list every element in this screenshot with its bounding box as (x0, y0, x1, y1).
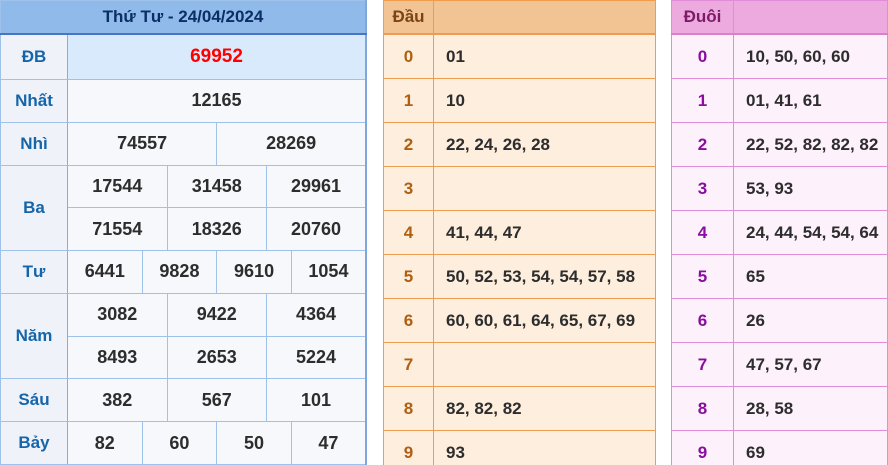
duoi-table (671, 0, 888, 465)
dau-values-2: 22, 24, 26, 28 (434, 123, 656, 167)
duoi-values-2: 22, 52, 82, 82, 82 (734, 123, 888, 167)
prize-label-bay: Bảy (1, 422, 68, 465)
table-row (672, 431, 888, 465)
prize-value-db: 69952 (68, 34, 367, 79)
duoi-values-3: 53, 93 (734, 167, 888, 211)
duoi-digit-6: 6 (672, 299, 734, 343)
duoi-digit-3: 3 (672, 167, 734, 211)
table-row (384, 34, 656, 79)
dau-digit-1: 1 (384, 79, 434, 123)
duoi-values-6: 26 (734, 299, 888, 343)
duoi-digit-0: 0 (672, 34, 734, 79)
prize-value-bay-3: 50 (217, 422, 292, 465)
dau-header: Đầu (384, 1, 434, 35)
dau-digit-5: 5 (384, 255, 434, 299)
dau-values-6: 60, 60, 61, 64, 65, 67, 69 (434, 299, 656, 343)
prize-label-sau: Sáu (1, 379, 68, 422)
prize-value-bay-1: 82 (68, 422, 143, 465)
dau-values-7 (434, 343, 656, 387)
duoi-digit-5: 5 (672, 255, 734, 299)
results-date-header: Thứ Tư - 24/04/2024 (1, 1, 367, 35)
prize-value-bay-2: 60 (142, 422, 217, 465)
duoi-values-5: 65 (734, 255, 888, 299)
table-row (1, 165, 367, 208)
dau-values-0: 01 (434, 34, 656, 79)
dau-values-4: 41, 44, 47 (434, 211, 656, 255)
dau-digit-2: 2 (384, 123, 434, 167)
prize-value-nhi-2: 28269 (217, 122, 366, 165)
table-row (672, 79, 888, 123)
table-row (1, 379, 367, 422)
table-row (1, 34, 367, 79)
dau-digit-6: 6 (384, 299, 434, 343)
dau-digit-3: 3 (384, 167, 434, 211)
dau-values-8: 82, 82, 82 (434, 387, 656, 431)
prize-value-nam-6: 5224 (267, 336, 367, 379)
prize-value-ba-5: 18326 (167, 208, 267, 251)
prize-value-nam-3: 4364 (267, 293, 367, 336)
results-table (0, 0, 367, 465)
prize-label-tu: Tư (1, 251, 68, 294)
dau-digit-0: 0 (384, 34, 434, 79)
duoi-digit-1: 1 (672, 79, 734, 123)
dau-table (383, 0, 656, 465)
prize-value-tu-2: 9828 (142, 251, 217, 294)
prize-value-ba-4: 71554 (68, 208, 168, 251)
prize-label-nhi: Nhì (1, 122, 68, 165)
table-row (384, 255, 656, 299)
prize-value-ba-6: 20760 (267, 208, 367, 251)
duoi-digit-9: 9 (672, 431, 734, 465)
table-row (1, 293, 367, 336)
duoi-values-9: 69 (734, 431, 888, 465)
prize-label-nhat: Nhất (1, 79, 68, 122)
prize-value-tu-3: 9610 (217, 251, 292, 294)
table-row (1, 122, 367, 165)
prize-value-sau-2: 567 (167, 379, 267, 422)
prize-value-nam-2: 9422 (167, 293, 267, 336)
prize-value-tu-1: 6441 (68, 251, 143, 294)
dau-values-9: 93 (434, 431, 656, 465)
dau-digit-4: 4 (384, 211, 434, 255)
table-row (672, 255, 888, 299)
prize-value-nhat: 12165 (68, 79, 367, 122)
duoi-values-7: 47, 57, 67 (734, 343, 888, 387)
dau-values-5: 50, 52, 53, 54, 54, 57, 58 (434, 255, 656, 299)
table-row (672, 387, 888, 431)
prize-value-ba-2: 31458 (167, 165, 267, 208)
prize-label-ba: Ba (1, 165, 68, 251)
prize-value-sau-1: 382 (68, 379, 168, 422)
duoi-header: Đuôi (672, 1, 734, 35)
dau-digit-8: 8 (384, 387, 434, 431)
duoi-digit-4: 4 (672, 211, 734, 255)
table-row (384, 387, 656, 431)
prize-value-ba-3: 29961 (267, 165, 367, 208)
dau-digit-9: 9 (384, 431, 434, 465)
table-row (1, 251, 367, 294)
table-row (672, 211, 888, 255)
table-row (1, 422, 367, 465)
table-row (384, 431, 656, 465)
prize-value-tu-4: 1054 (291, 251, 366, 294)
table-row (672, 34, 888, 79)
table-row (384, 123, 656, 167)
prize-value-nam-4: 8493 (68, 336, 168, 379)
table-row (672, 123, 888, 167)
prize-label-db: ĐB (1, 34, 68, 79)
dau-values-3 (434, 167, 656, 211)
prize-value-sau-3: 101 (267, 379, 367, 422)
duoi-values-0: 10, 50, 60, 60 (734, 34, 888, 79)
prize-value-nhi-1: 74557 (68, 122, 217, 165)
table-row (384, 211, 656, 255)
dau-header-spacer (434, 1, 656, 35)
prize-value-ba-1: 17544 (68, 165, 168, 208)
duoi-values-1: 01, 41, 61 (734, 79, 888, 123)
dau-digit-7: 7 (384, 343, 434, 387)
duoi-digit-7: 7 (672, 343, 734, 387)
table-row (1, 79, 367, 122)
duoi-digit-2: 2 (672, 123, 734, 167)
dau-values-1: 10 (434, 79, 656, 123)
prize-value-nam-1: 3082 (68, 293, 168, 336)
prize-label-nam: Năm (1, 293, 68, 379)
table-row (384, 167, 656, 211)
table-row (384, 299, 656, 343)
duoi-header-spacer (734, 1, 888, 35)
table-row (384, 343, 656, 387)
duoi-values-8: 28, 58 (734, 387, 888, 431)
prize-value-nam-5: 2653 (167, 336, 267, 379)
table-row (672, 343, 888, 387)
prize-value-bay-4: 47 (291, 422, 366, 465)
table-row (384, 79, 656, 123)
table-row (672, 167, 888, 211)
duoi-digit-8: 8 (672, 387, 734, 431)
table-row (672, 299, 888, 343)
duoi-values-4: 24, 44, 54, 54, 64 (734, 211, 888, 255)
